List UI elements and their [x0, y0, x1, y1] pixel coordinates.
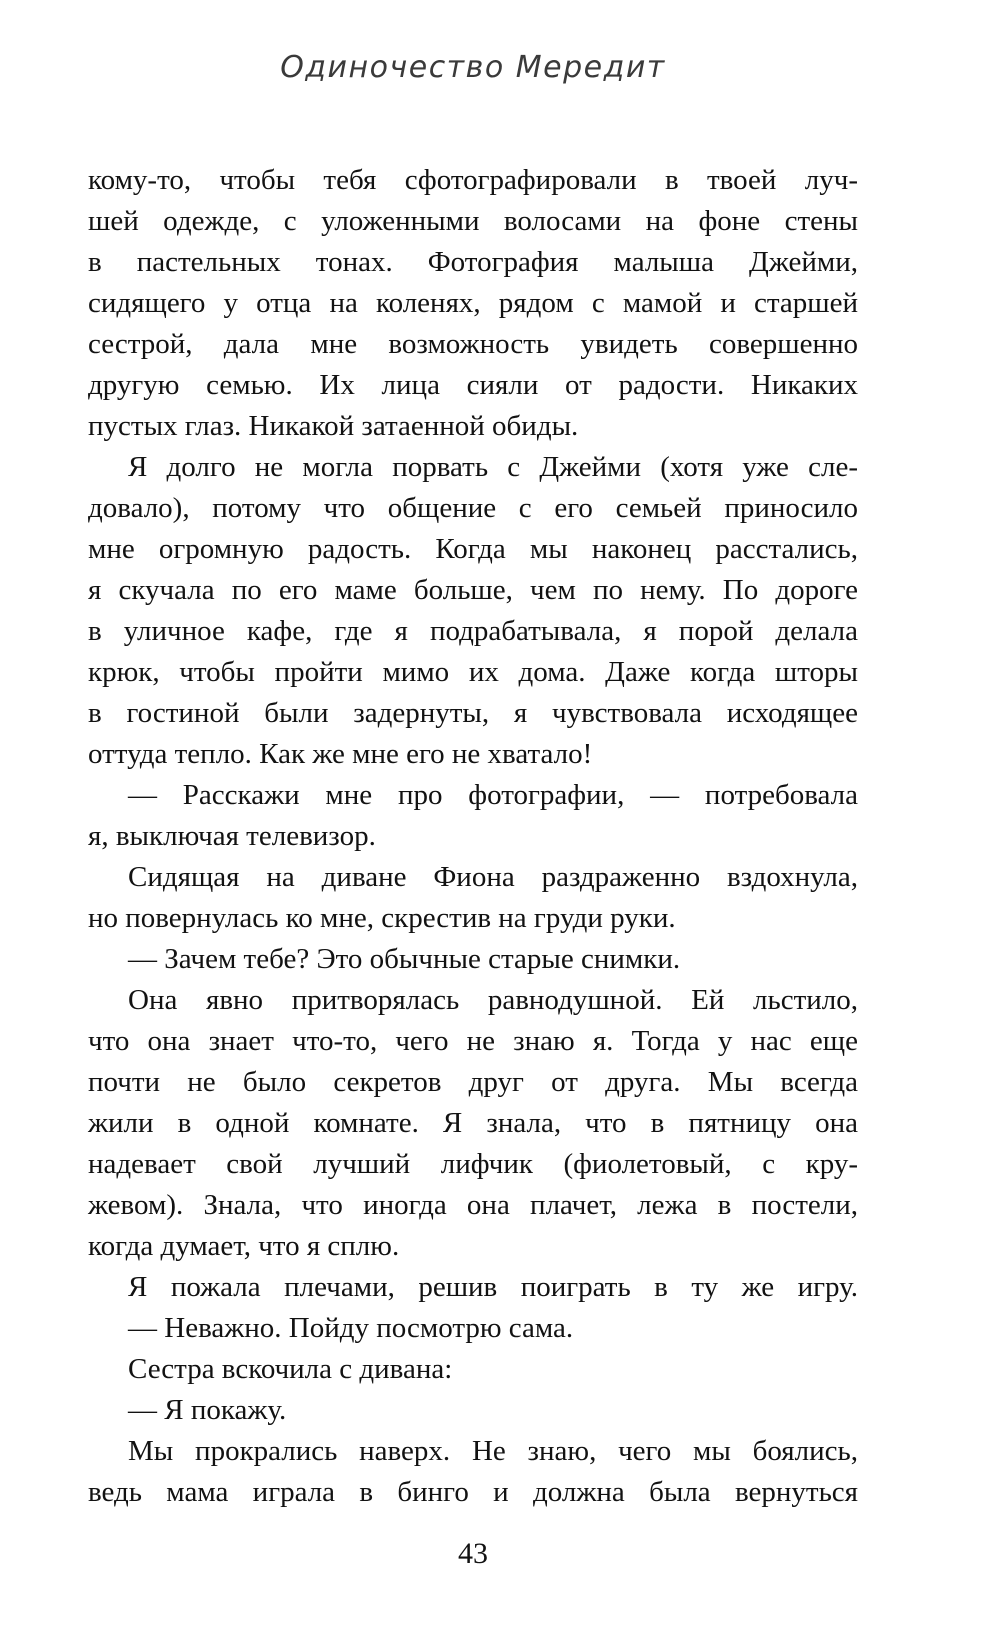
paragraph [88, 1431, 858, 1513]
text-line: я, выключая телевизор. [88, 820, 376, 852]
text-line: почти не было секретов друг от друга. Мы всегда [88, 1066, 858, 1098]
text-line: Я пожала плечами, решив поиграть в ту же игру. [128, 1271, 858, 1303]
text-line: жевом). Знала, что иногда она плачет, лежа в постели, [88, 1189, 858, 1221]
text-line: сестрой, дала мне возможность увидеть совершенно [88, 328, 858, 360]
paragraph [88, 1390, 858, 1431]
paragraph [88, 1267, 858, 1308]
text-line: в пастельных тонах. Фотография малыша Джейми, [88, 246, 858, 278]
paragraph [88, 939, 858, 980]
text-line: крюк, чтобы пройти мимо их дома. Даже когда шторы [88, 656, 858, 688]
text-line: ведь мама играла в бинго и должна была вернуться [88, 1476, 858, 1508]
text-line: оттуда тепло. Как же мне его не хватало! [88, 738, 593, 770]
paragraph [88, 775, 858, 857]
text-line: кому-то, чтобы тебя сфотографировали в твоей луч- [88, 164, 858, 196]
body-text [88, 160, 858, 1513]
paragraph [88, 857, 858, 939]
text-line: в гостиной были задернуты, я чувствовала исходящее [88, 697, 858, 729]
text-line: надевает свой лучший лифчик (фиолетовый, с кру- [88, 1148, 858, 1180]
page-number: 43 [458, 1537, 488, 1570]
text-line: сидящего у отца на коленях, рядом с мамой и старшей [88, 287, 858, 319]
text-line: мне огромную радость. Когда мы наконец расстались, [88, 533, 858, 565]
text-line: — Неважно. Пойду посмотрю сама. [128, 1312, 574, 1344]
text-line: я скучала по его маме больше, чем по нему. По дороге [88, 574, 858, 606]
paragraph [88, 1308, 858, 1349]
text-line: — Расскажи мне про фотографии, — потребовала [128, 779, 858, 811]
text-line: жили в одной комнате. Я знала, что в пятницу она [88, 1107, 858, 1139]
paragraph [88, 980, 858, 1267]
text-line: Мы прокрались наверх. Не знаю, чего мы боялись, [128, 1435, 858, 1467]
text-line: пустых глаз. Никакой затаенной обиды. [88, 410, 579, 442]
text-line: но повернулась ко мне, скрестив на груди руки. [88, 902, 676, 934]
text-line: Сидящая на диване Фиона раздраженно вздохнула, [128, 861, 858, 893]
text-line: Я долго не могла порвать с Джейми (хотя уже сле- [128, 451, 858, 483]
text-line: шей одежде, с уложенными волосами на фоне стены [88, 205, 858, 237]
running-header: Одиночество Мередит [280, 50, 666, 85]
text-line: — Я покажу. [128, 1394, 287, 1426]
paragraph [88, 160, 858, 447]
paragraph [88, 1349, 858, 1390]
text-line: что она знает что-то, чего не знаю я. Тогда у нас еще [88, 1025, 858, 1057]
text-line: Сестра вскочила с дивана: [128, 1353, 453, 1385]
text-line: когда думает, что я сплю. [88, 1230, 400, 1262]
paragraph [88, 447, 858, 775]
text-line: — Зачем тебе? Это обычные старые снимки. [128, 943, 681, 975]
text-line: Она явно притворялась равнодушной. Ей льстило, [128, 984, 858, 1016]
text-line: довало), потому что общение с его семьей приносило [88, 492, 858, 524]
text-line: другую семью. Их лица сияли от радости. Никаких [88, 369, 858, 401]
text-line: в уличное кафе, где я подрабатывала, я порой делала [88, 615, 858, 647]
